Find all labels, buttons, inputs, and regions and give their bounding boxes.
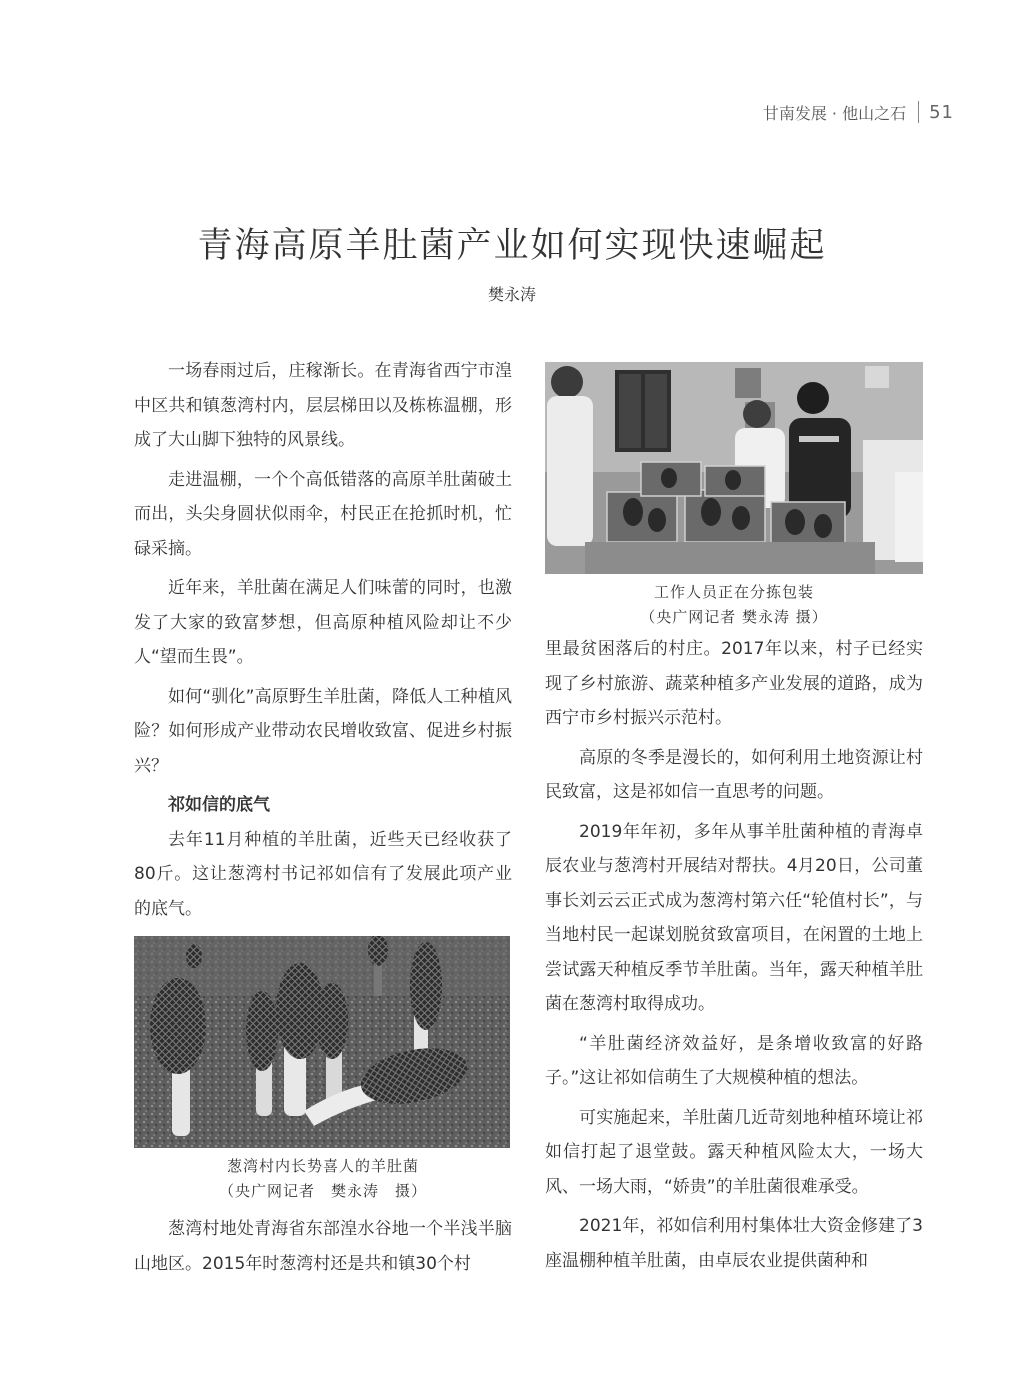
article-title: 青海高原羊肚菌产业如何实现快速崛起 bbox=[197, 226, 827, 266]
paragraph: 去年11月种植的羊肚菌，近些天已经收获了80斤。这让葱湾村书记祁如信有了发展此项产业的底气。 bbox=[134, 829, 512, 919]
caption-credit: （央广网记者 樊永涛 摄） bbox=[640, 608, 828, 626]
section-subheading: 祁如信的底气 bbox=[168, 795, 270, 815]
workers-photo bbox=[545, 362, 923, 574]
header-divider bbox=[918, 101, 919, 123]
paragraph: 近年来，羊肚菌在满足人们味蕾的同时，也激发了大家的致富梦想，但高原种植风险却让不少人“望而生畏”。 bbox=[134, 578, 512, 667]
morel-photo-illustration bbox=[134, 936, 510, 1148]
left-column bbox=[134, 354, 512, 1281]
section-label: 甘南发展 · 他山之石 bbox=[762, 103, 907, 123]
paragraph: 如何“驯化”高原野生羊肚菌，降低人工种植风险？如何形成产业带动农民增收致富、促进乡村振兴？ bbox=[134, 686, 512, 776]
workers-photo-illustration bbox=[545, 362, 923, 574]
paragraph: 葱湾村地处青海省东部湟水谷地一个半浅半脑山地区。2015年时葱湾村还是共和镇30个村 bbox=[134, 1219, 512, 1274]
paragraph: 高原的冬季是漫长的，如何利用土地资源让村民致富，这是祁如信一直思考的问题。 bbox=[545, 747, 923, 802]
photo-caption bbox=[545, 580, 923, 630]
article-author: 樊永涛 bbox=[487, 285, 536, 304]
paragraph: 2021年，祁如信利用村集体壮大资金修建了3座温棚种植羊肚菌，由卓辰农业提供菌种和 bbox=[545, 1216, 923, 1271]
paragraph: 走进温棚，一个个高低错落的高原羊肚菌破土而出，头尖身圆状似雨伞，村民正在抢抓时机，忙碌采摘。 bbox=[134, 469, 512, 559]
paragraph: 一场春雨过后，庄稼渐长。在青海省西宁市湟中区共和镇葱湾村内，层层梯田以及栋栋温棚，形成了大山脚下独特的风景线。 bbox=[134, 361, 512, 450]
paragraph: 2019年年初，多年从事羊肚菌种植的青海卓辰农业与葱湾村开展结对帮扶。4月20日，公司董事长刘云云正式成为葱湾村第六任“轮值村长”，与当地村民一起谋划脱贫致富项目，在闲置的土地上尝试露天种植反季节羊肚菌。当年，露天种植羊肚菌在葱湾村取得成功。 bbox=[545, 821, 923, 1014]
caption-credit: （央广网记者 樊永涛 摄） bbox=[218, 1182, 427, 1200]
paragraph: 可实施起来，羊肚菌几近苛刻地种植环境让祁如信打起了退堂鼓。露天种植风险太大，一场大风、一场大雨，“娇贵”的羊肚菌很难承受。 bbox=[545, 1107, 923, 1197]
page-number: 51 bbox=[929, 101, 954, 123]
photo-caption bbox=[134, 1154, 512, 1204]
caption-line: 葱湾村内长势喜人的羊肚菌 bbox=[226, 1157, 419, 1175]
paragraph: “羊肚菌经济效益好，是条增收致富的好路子。”这让祁如信萌生了大规模种植的想法。 bbox=[545, 1033, 923, 1088]
paragraph-continuation: 里最贫困落后的村庄。2017年以来，村子已经实现了乡村旅游、蔬菜种植多产业发展的道路，成为西宁市乡村振兴示范村。 bbox=[545, 639, 923, 728]
morel-photo bbox=[134, 936, 510, 1148]
running-header bbox=[763, 100, 954, 124]
right-column bbox=[545, 362, 923, 1278]
caption-line: 工作人员正在分拣包装 bbox=[653, 583, 814, 601]
